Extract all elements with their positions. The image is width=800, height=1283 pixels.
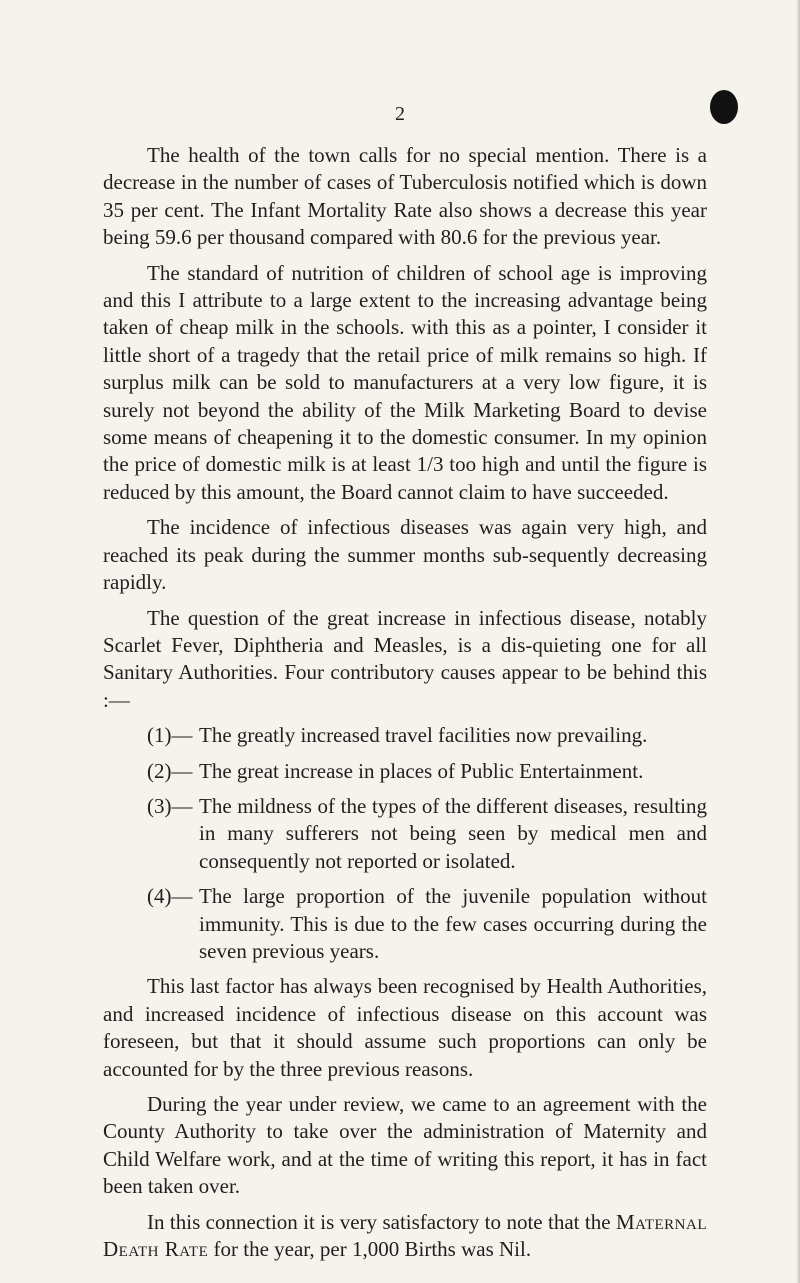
paragraph-infectious-incidence: The incidence of infectious diseases was again very high, and reached its peak during the summer months sub-sequently decreasing rapidly. [103, 515, 707, 595]
maternal-text-start: In this connection it is very satisfactory to note that the [147, 1209, 616, 1234]
report-body [103, 142, 707, 1271]
maternal-text-end: for the year, per 1,000 Births was Nil. [208, 1237, 532, 1262]
cause-text: The greatly increased travel facilities now prevailing. [199, 723, 648, 748]
page-number: 2 [395, 103, 405, 125]
cause-number: (2)— [147, 758, 193, 783]
maternal-death-rate-term: Maternal Death Rate [103, 1209, 707, 1262]
cause-number: (4)— [147, 884, 193, 909]
cause-number: (1)— [147, 723, 193, 748]
cause-item [103, 883, 707, 965]
cause-text: The great increase in places of Public Entertainment. [199, 758, 644, 783]
binding-hole-mark [710, 90, 738, 124]
paragraph-maternity-welfare: During the year under review, we came to an agreement with the County Authority to take over the administration of Maternity and Child Welfare work, and at the time of writing this report, it has in fact been taken over. [103, 1092, 707, 1199]
cause-text: The large proportion of the juvenile population without immunity. This is due to the few cases occurring during the seven previous years. [199, 884, 707, 963]
cause-item [103, 758, 707, 785]
cause-text: The mildness of the types of the different diseases, resulting in many sufferers not being seen by medical men and consequently not reported or isolated. [199, 793, 707, 873]
paragraph-infectious-question: The question of the great increase in infectious disease, notably Scarlet Fever, Diphtheria and Measles, is a dis-quieting one for all Sanitary Authorities. Four contributory causes appear to be behind this :— [103, 605, 707, 712]
cause-item [103, 722, 707, 749]
paragraph-maternal-death-rate [103, 1209, 707, 1264]
cause-item [103, 793, 707, 875]
paragraph-last-factor: This last factor has always been recognised by Health Authorities, and increased incidence of infectious disease on this account was foreseen, but that it should assume such proportions can only be accounted for by the three previous reasons. [103, 974, 707, 1081]
cause-number: (3)— [147, 793, 193, 818]
page-edge-shadow [796, 0, 800, 1283]
paragraph-health-of-town: The health of the town calls for no special mention. There is a decrease in the number of cases of Tuberculosis notified which is down 35 per cent. The Infant Mortality Rate also shows a decrease this year being 59.6 per thousand compared with 80.6 for the previous year. [103, 143, 707, 250]
paragraph-nutrition: The standard of nutrition of children of school age is improving and this I attribute to a large extent to the increasing advantage being taken of cheap milk in the schools. with this as a pointer, I consider it little short of a tragedy that the retail price of milk remains so high. If surplus milk can be sold to manufacturers at a very low figure, it is surely not beyond the ability of the Milk Marketing Board to devise some means of cheapening it to the domestic consumer. In my opinion the price of domestic milk is at least 1/3 too high and until the figure is reduced by this amount, the Board cannot claim to have succeeded. [103, 260, 707, 504]
